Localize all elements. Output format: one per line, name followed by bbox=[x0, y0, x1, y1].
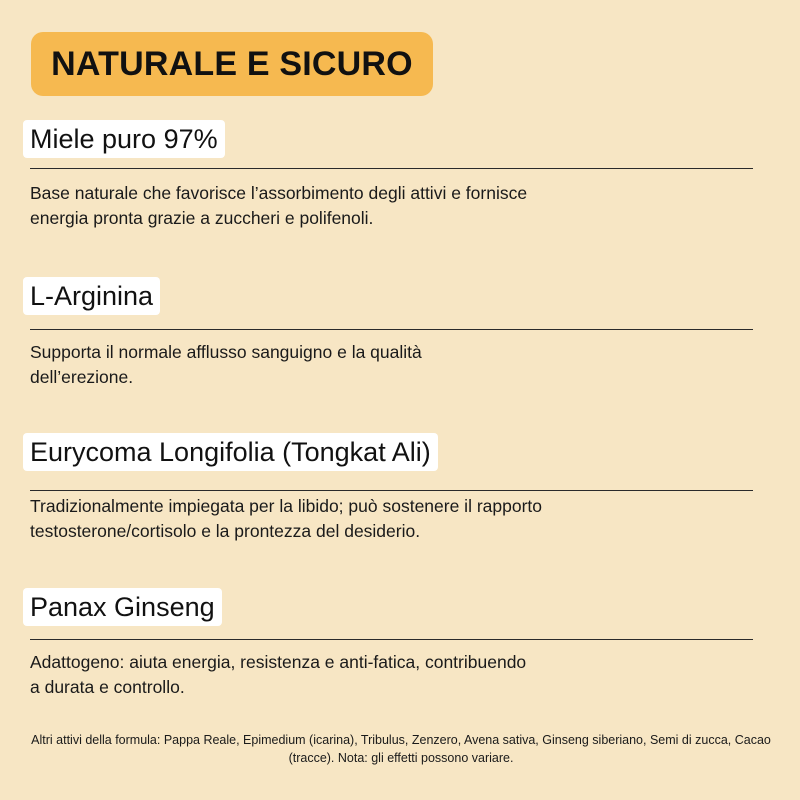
ingredient-section-arginina bbox=[23, 277, 753, 397]
divider bbox=[30, 329, 753, 330]
ingredient-name-eurycoma: Eurycoma Longifolia (Tongkat Ali) bbox=[23, 433, 438, 471]
ingredient-section-eurycoma bbox=[23, 433, 753, 553]
ingredient-description-ginseng: Adattogeno: aiuta energia, resistenza e anti-fatica, contribuendo a durata e controllo. bbox=[30, 652, 527, 697]
ingredient-description-arginina: Supporta il normale afflusso sanguigno e la qualità dell’erezione. bbox=[30, 342, 422, 387]
ingredient-description-miele: Base naturale che favorisce l’assorbimento degli attivi e fornisce energia pronta grazie a zuccheri e polifenoli. bbox=[30, 183, 528, 228]
ingredient-name-ginseng: Panax Ginseng bbox=[23, 588, 222, 626]
ingredient-name-miele: Miele puro 97% bbox=[23, 120, 225, 158]
divider bbox=[30, 639, 753, 640]
footnote: Altri attivi della formula: Pappa Reale, Epimedium (icarina), Tribulus, Zenzero, Avena sativa, Ginseng siberiano, Semi di zucca, Cacao (tracce). Nota: gli effetti possono variare. bbox=[31, 733, 771, 765]
title-badge bbox=[31, 32, 433, 96]
divider bbox=[30, 168, 753, 169]
ingredient-name-arginina: L-Arginina bbox=[23, 277, 160, 315]
ingredient-description-eurycoma: Tradizionalmente impiegata per la libido; può sostenere il rapporto testosterone/cortisolo e la prontezza del desiderio. bbox=[30, 496, 543, 541]
divider bbox=[30, 490, 753, 491]
ingredient-section-miele bbox=[23, 120, 753, 240]
ingredient-section-ginseng bbox=[23, 588, 753, 708]
page-title: NATURALE E SICURO bbox=[51, 44, 413, 83]
